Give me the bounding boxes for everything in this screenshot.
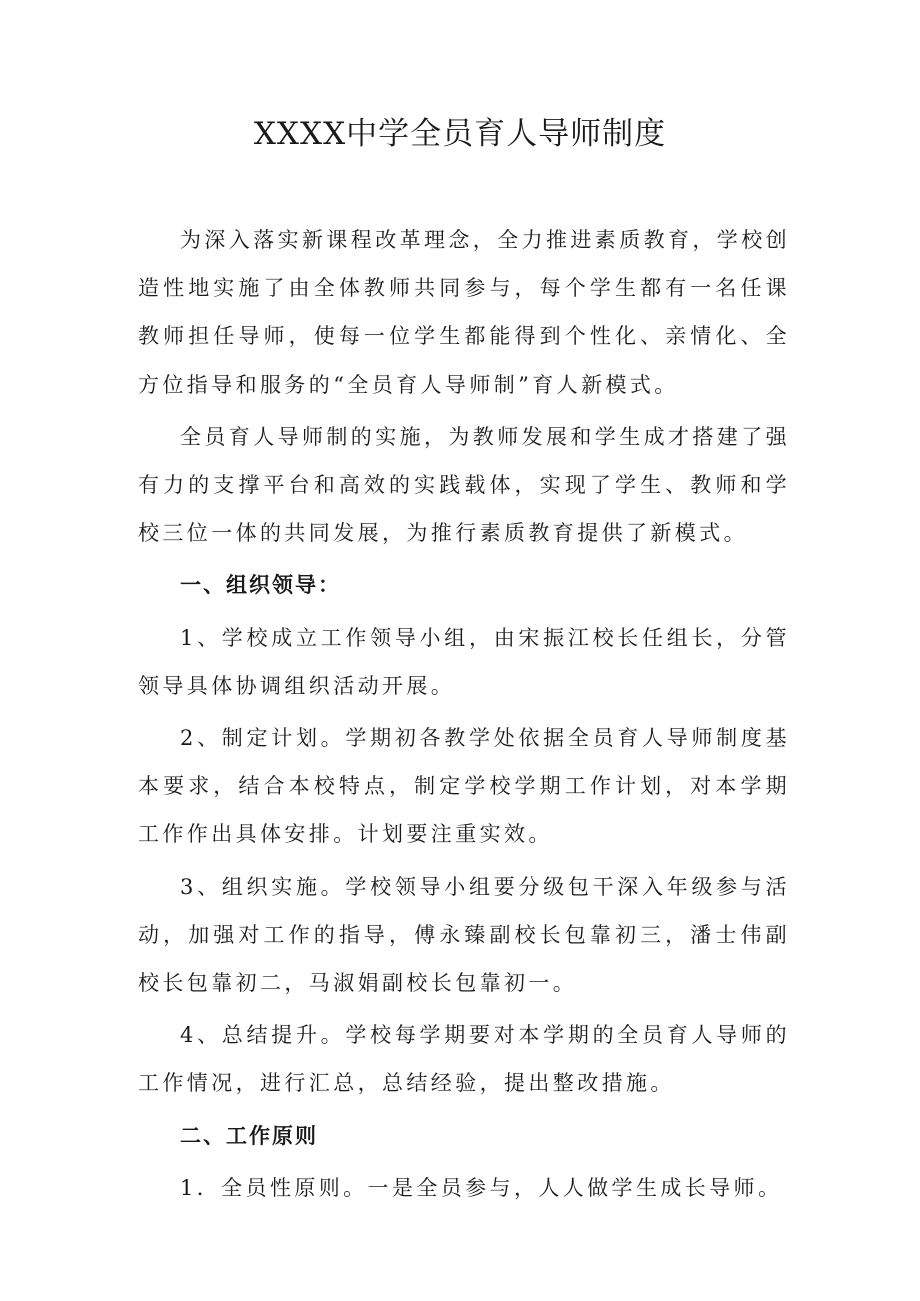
list-item: 4、总结提升。学校每学期要对本学期的全员育人导师的工作情况，进行汇总，总结经验，提出整改措施。	[138, 1023, 790, 1096]
document-body	[138, 216, 790, 1212]
paragraph-intro: 为深入落实新课程改革理念，全力推进素质教育，学校创造性地实施了由全体教师共同参与，每个学生都有一名任课教师担任导师，使每一位学生都能得到个性化、亲情化、全方位指导和服务的“全员育人导师制”育人新模式。	[138, 228, 790, 397]
section-heading-organization: 一、组织领导：	[180, 573, 341, 598]
list-item: 1、学校成立工作领导小组，由宋振江校长任组长，分管领导具体协调组织活动开展。	[138, 625, 790, 698]
list-item: 3、组织实施。学校领导小组要分级包干深入年级参与活动，加强对工作的指导，傅永臻副校长包靠初三，潘士伟副校长包靠初二，马淑娟副校长包靠初一。	[138, 874, 790, 996]
section-heading-principles: 二、工作原则	[180, 1123, 318, 1148]
list-item: 2、制定计划。学期初各教学处依据全员育人导师制度基本要求，结合本校特点，制定学校学期工作计划，对本学期工作作出具体安排。计划要注重实效。	[138, 726, 790, 847]
list-item: 1．全员性原则。一是全员参与，人人做学生成长导师。	[180, 1175, 783, 1200]
document-title: XXXX中学全员育人导师制度	[253, 116, 667, 152]
paragraph-summary: 全员育人导师制的实施，为教师发展和学生成才搭建了强有力的支撑平台和高效的实践载体，实现了学生、教师和学校三位一体的共同发展，为推行素质教育提供了新模式。	[138, 424, 790, 546]
